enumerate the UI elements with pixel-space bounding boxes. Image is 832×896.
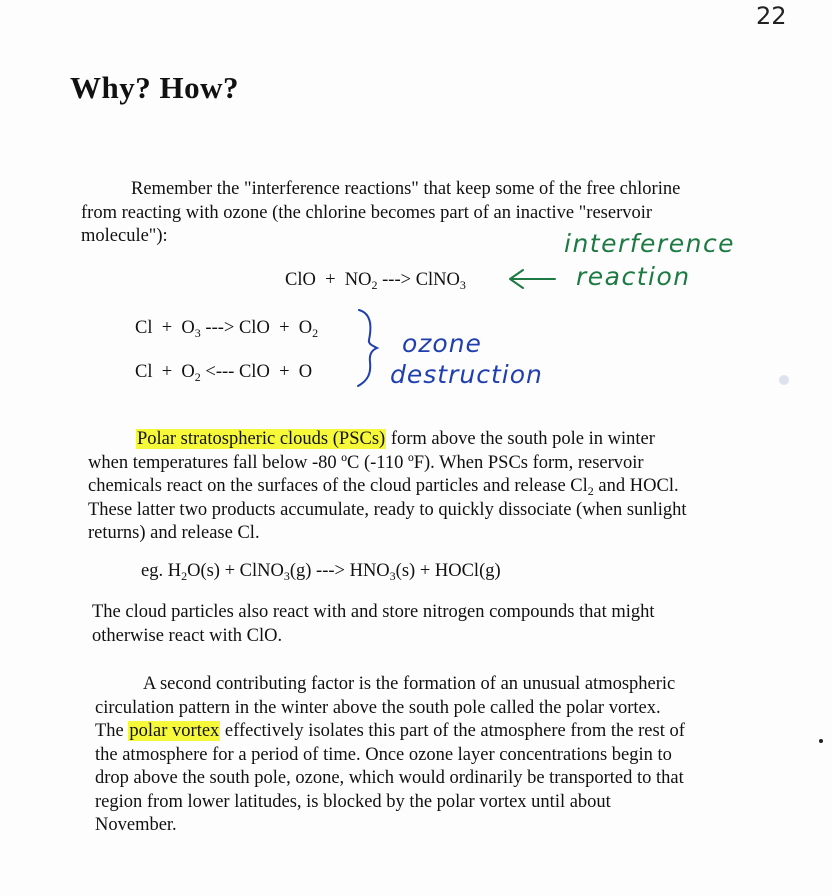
reaction-arrow: <--- xyxy=(205,362,235,382)
hand-drawn-arrow-icon xyxy=(505,266,557,292)
nitrogen-paragraph xyxy=(92,601,655,648)
ozone-annotation-line2: destruction xyxy=(390,360,543,389)
plus-sign: + xyxy=(325,270,336,290)
vortex-paragraph xyxy=(95,673,685,838)
psc-text: chemicals react on the surfaces of the cloud particles and release Cl xyxy=(88,476,588,496)
page-heading: Why? How? xyxy=(70,70,239,105)
nitrogen-line: The cloud particles also react with and store nitrogen compounds that might xyxy=(92,602,655,622)
plus-sign: + xyxy=(161,318,173,338)
vortex-line: circulation pattern in the winter above the south pole called the polar vortex. xyxy=(95,697,661,718)
vortex-text: effectively isolates this part of the atmosphere from the rest of xyxy=(220,721,685,741)
plus-sign: + xyxy=(279,318,290,338)
reactant: O xyxy=(181,362,195,382)
interference-annotation-line1: interference xyxy=(564,229,736,258)
scan-speck-icon xyxy=(776,372,792,388)
ozone-reaction-1 xyxy=(135,318,318,339)
vortex-line: drop above the south pole, ozone, which would ordinarily be transported to that xyxy=(95,768,684,788)
psc-text: form above the south pole in winter xyxy=(386,429,655,449)
reactant: Cl xyxy=(135,318,153,338)
plus-sign: + xyxy=(161,362,173,382)
equation-text: (g) ---> HNO xyxy=(289,561,390,581)
product: ClO xyxy=(238,362,270,382)
scan-speck-icon xyxy=(816,736,826,746)
product: O xyxy=(298,362,313,382)
equation-text: eg. H xyxy=(141,561,182,581)
vortex-line: A second contributing factor is the formation of an unusual atmospheric xyxy=(143,674,676,694)
subscript: 3 xyxy=(283,569,290,583)
interference-annotation-line2: reaction xyxy=(576,262,691,291)
highlighted-term: polar vortex xyxy=(129,721,220,741)
product: ClNO xyxy=(415,270,460,290)
reactant: ClO xyxy=(285,270,316,290)
product: ClO xyxy=(238,318,270,338)
subscript: 2 xyxy=(312,326,319,340)
equation-text: O(s) + ClNO xyxy=(187,561,284,581)
subscript: 3 xyxy=(389,569,396,583)
reactant: O xyxy=(181,318,195,338)
interference-reaction xyxy=(285,270,466,291)
intro-line: molecule"): xyxy=(81,226,168,246)
subscript: 2 xyxy=(194,370,201,384)
intro-line: Remember the "interference reactions" that keep some of the free chlorine xyxy=(131,179,681,199)
plus-sign: + xyxy=(279,362,290,382)
reaction-arrow: ---> xyxy=(382,270,412,290)
vortex-line: the atmosphere for a period of time. Once ozone layer concentrations begin to xyxy=(95,744,672,765)
example-reaction xyxy=(141,561,501,582)
hand-drawn-brace-icon xyxy=(355,306,385,388)
ozone-annotation-line1: ozone xyxy=(402,329,482,358)
vortex-text: The xyxy=(95,721,129,741)
psc-line: These latter two products accumulate, ready to quickly dissociate (when sunlight xyxy=(88,499,687,520)
subscript: 2 xyxy=(587,484,594,498)
vortex-line: November. xyxy=(95,815,177,835)
ozone-reaction-2 xyxy=(135,362,312,383)
equation-text: (s) + HOCl(g) xyxy=(395,561,501,581)
reactant: Cl xyxy=(135,362,153,382)
subscript: 2 xyxy=(371,278,378,292)
psc-paragraph xyxy=(88,428,687,546)
highlighted-term: Polar stratospheric clouds (PSCs) xyxy=(137,429,386,449)
psc-line: when temperatures fall below -80 ºC (-110 ºF). When PSCs form, reservoir xyxy=(88,452,644,473)
nitrogen-line: otherwise react with ClO. xyxy=(92,625,283,646)
psc-text: and HOCl. xyxy=(593,476,679,496)
vortex-line: region from lower latitudes, is blocked by the polar vortex until about xyxy=(95,791,611,812)
intro-line: from reacting with ozone (the chlorine becomes part of an inactive "reservoir xyxy=(81,202,653,223)
subscript: 2 xyxy=(181,569,188,583)
product: O xyxy=(298,318,313,338)
psc-line: returns) and release Cl. xyxy=(88,523,260,543)
page-number: 22 xyxy=(756,2,787,30)
reactant: NO xyxy=(344,270,372,290)
subscript: 3 xyxy=(459,278,466,292)
reaction-arrow: ---> xyxy=(205,318,235,338)
subscript: 3 xyxy=(194,326,201,340)
